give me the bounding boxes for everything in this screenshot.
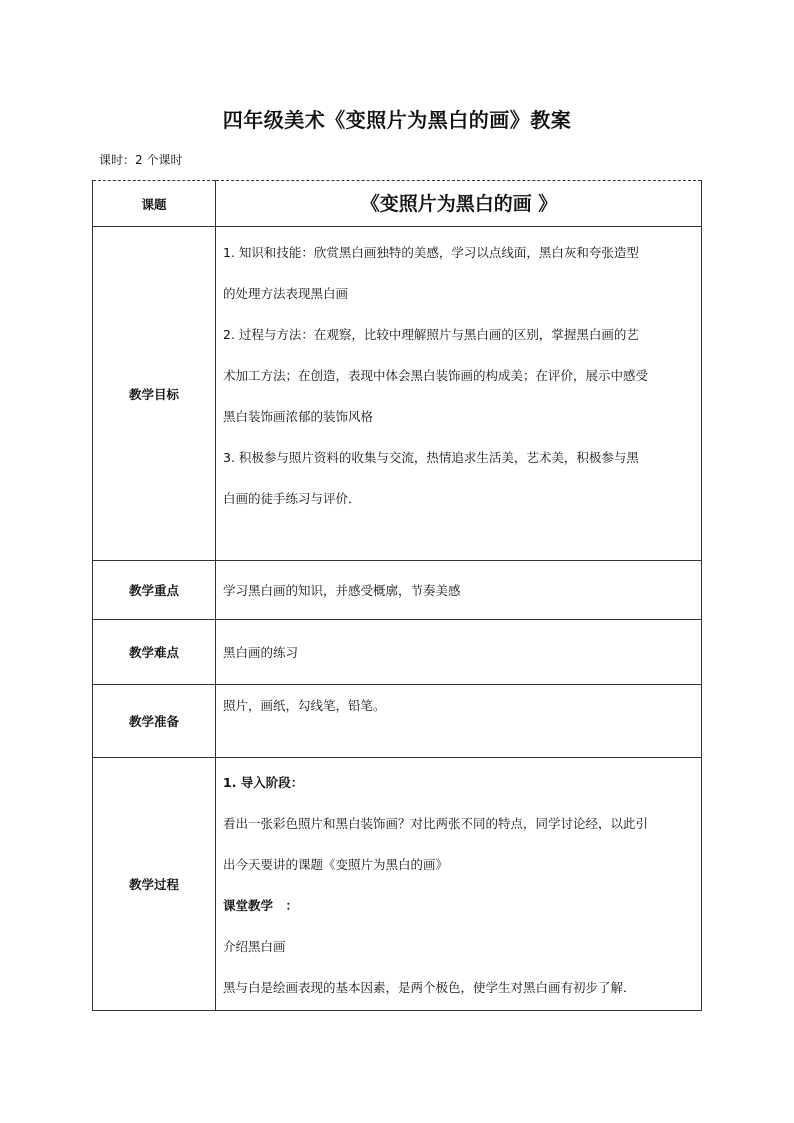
class-hours: 课时：2 个课时 [99, 153, 183, 167]
process-line: 课堂教学 ： [223, 898, 299, 913]
process-line: 看出一张彩色照片和黑白装饰画？对比两张不同的特点，同学讨论经，以此引 [223, 816, 649, 831]
label-key-points: 教学重点 [93, 561, 216, 620]
key-points-text: 学习黑白画的知识，并感受概廓，节奏美感 [223, 582, 461, 598]
row-preparation [93, 685, 702, 758]
process-line: 介绍黑白画 [223, 939, 286, 954]
objective-line: 白画的徒手练习与评价． [223, 491, 361, 506]
row-process [93, 758, 702, 1011]
cell-objectives [216, 227, 702, 561]
difficulties-text: 黑白画的练习 [223, 644, 299, 660]
row-subject [93, 181, 702, 227]
label-objectives: 教学目标 [93, 227, 216, 561]
objective-line: 3. 积极参与照片资料的收集与交流，热情追求生活美，艺术美，积极参与黑 [223, 450, 639, 465]
row-objectives [93, 227, 702, 561]
cell-key-points [216, 561, 702, 620]
process-line: 黑与白是绘画表现的基本因素，是两个极色，使学生对黑白画有初步了解． [223, 980, 636, 995]
cell-subject [216, 181, 702, 227]
objective-line: 黑白装饰画浓郁的装饰风格 [223, 409, 374, 424]
objective-line: 1. 知识和技能：欣赏黑白画独特的美感，学习以点线面，黑白灰和夸张造型 [223, 245, 639, 260]
label-process: 教学过程 [93, 758, 216, 1011]
lesson-plan-table [92, 180, 702, 1011]
objective-line: 2. 过程与方法：在观察，比较中理解照片与黑白画的区别，掌握黑白画的艺 [223, 327, 639, 342]
document-title: 四年级美术《变照片为黑白的画》教案 [222, 108, 572, 132]
label-preparation: 教学准备 [93, 685, 216, 758]
cell-preparation [216, 685, 702, 758]
row-difficulties [93, 620, 702, 685]
process-line: 1. 导入阶段： [223, 775, 304, 790]
label-subject: 课题 [93, 181, 216, 227]
preparation-text: 照片，画纸，勾线笔，铅笔。 [223, 698, 386, 713]
label-difficulties: 教学难点 [93, 620, 216, 685]
objective-line: 的处理方法表现黑白画 [223, 286, 349, 301]
cell-process [216, 758, 702, 1011]
subject-title: 《变照片为黑白的画 》 [360, 192, 558, 215]
objective-line: 术加工方法；在创造，表现中体会黑白装饰画的构成美；在评价，展示中感受 [223, 368, 649, 383]
row-key-points [93, 561, 702, 620]
process-line: 出今天要讲的课题《变照片为黑白的画》 [223, 857, 449, 872]
cell-difficulties [216, 620, 702, 685]
